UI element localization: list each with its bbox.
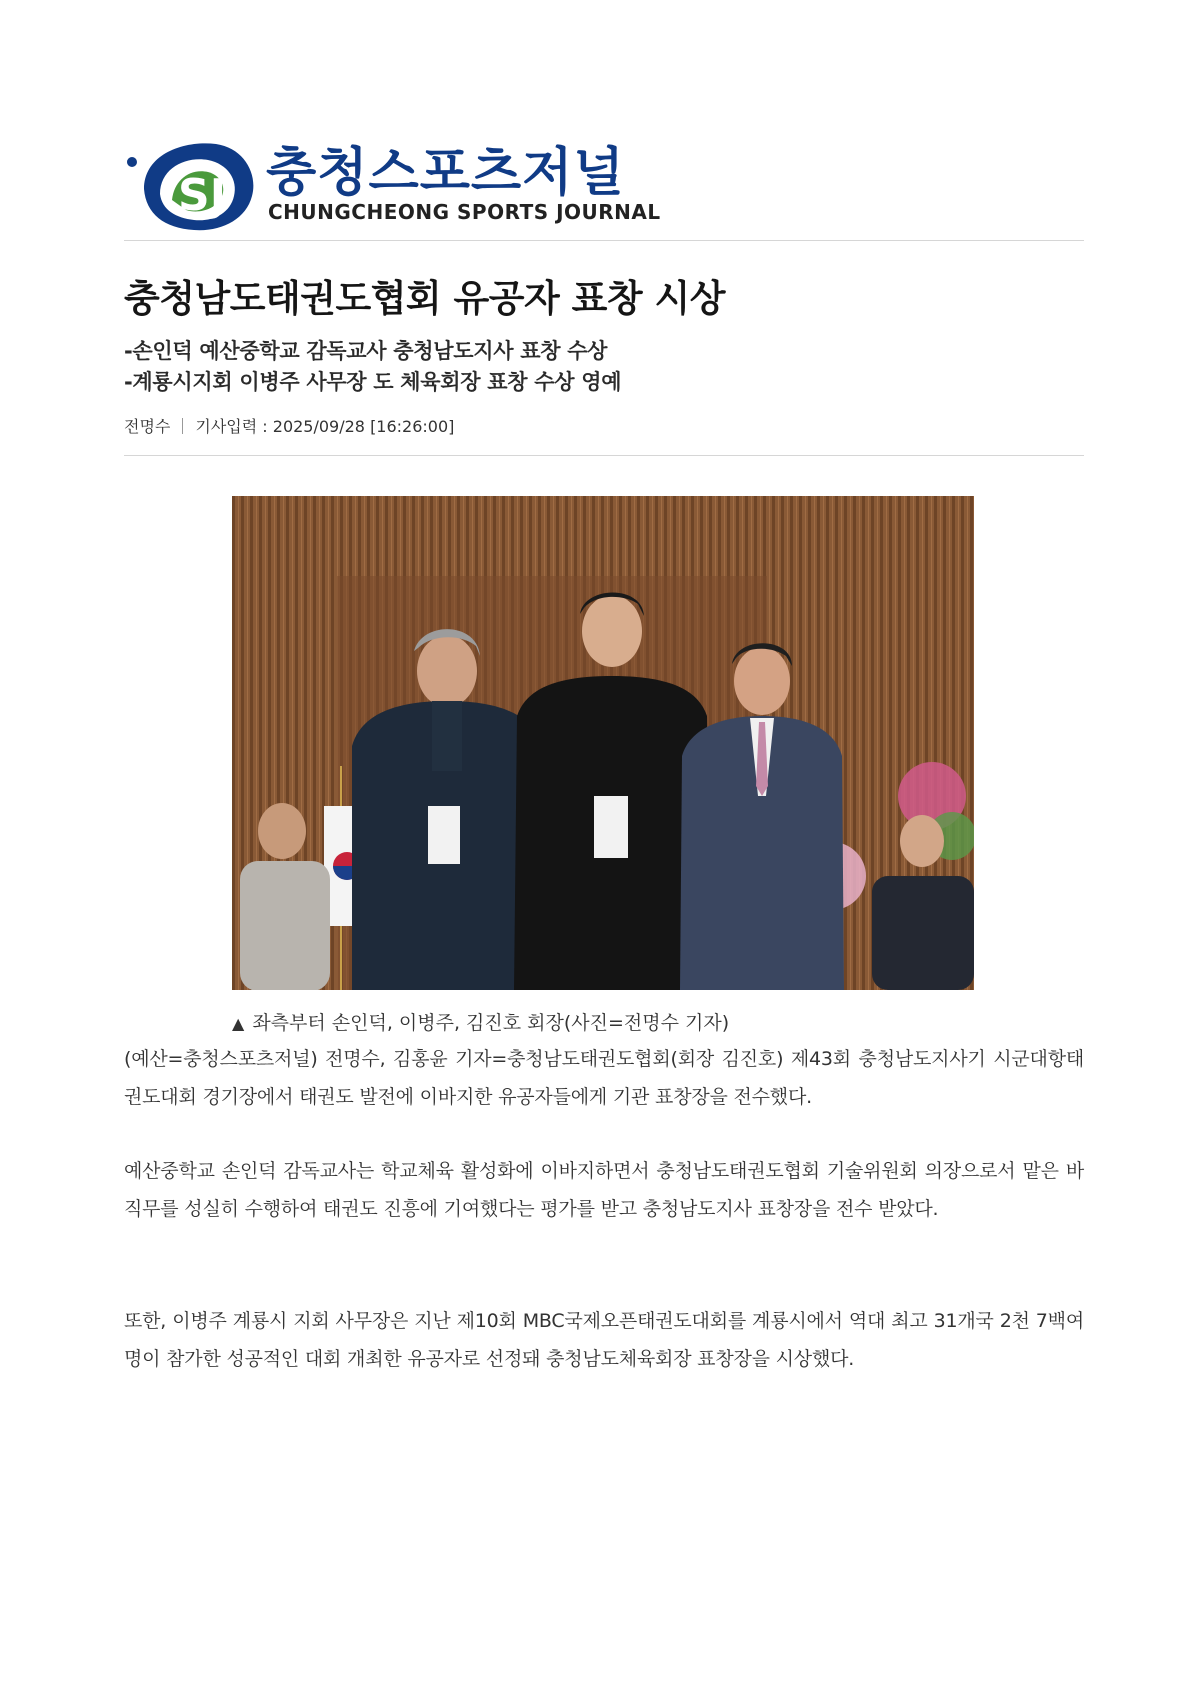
svg-text:SJ: SJ — [178, 170, 227, 221]
caption-triangle-icon: ▲ — [232, 1014, 245, 1033]
photo-caption-text: 좌측부터 손인덕, 이병주, 김진호 회장(사진=전명수 기자) — [252, 1012, 730, 1034]
article-subtitle-1: -손인덕 예산중학교 감독교사 충청남도지사 표창 수상 — [124, 339, 608, 363]
award-ceremony-photo — [232, 496, 974, 990]
article-photo[interactable] — [232, 496, 974, 990]
article-title: 충청남도태권도협회 유공자 표창 시상 — [124, 277, 726, 320]
article-subtitle-2: -계룡시지회 이병주 사무장 도 체육회장 표창 수상 영예 — [124, 370, 622, 394]
photo-caption — [232, 1008, 729, 1035]
author-name[interactable]: 전명수 — [124, 417, 171, 436]
article-paragraph-1: (예산=충청스포츠저널) 전명수, 김홍윤 기자=충청남도태권도협회(회장 김진호) 제43회 충청남도지사기 시군대항태권도대회 경기장에서 태권도 발전에 이바지한 유공자들에게 기관 표창장을 전수했다. — [124, 1048, 1084, 1108]
article-paragraph-2: 예산중학교 손인덕 감독교사는 학교체육 활성화에 이바지하면서 충청남도태권도협회 기술위원회 의장으로서 맡은 바 직무를 성실히 수행하여 태권도 진흥에 기여했다는 평가를 받고 충청남도지사 표창장을 전수 받았다. — [124, 1160, 1084, 1220]
header-divider — [124, 240, 1084, 241]
logo-emblem-icon — [124, 134, 264, 234]
site-logo[interactable] — [124, 128, 684, 238]
publish-date: 기사입력 : 2025/09/28 [16:26:00] — [195, 417, 455, 436]
meta-separator — [182, 418, 183, 434]
logo-name-korean: 충청스포츠저널 — [266, 143, 625, 203]
meta-divider — [124, 455, 1084, 456]
article-meta — [124, 414, 454, 437]
article-paragraph-3: 또한, 이병주 계룡시 지회 사무장은 지난 제10회 MBC국제오픈태권도대회를 계룡시에서 역대 최고 31개국 2천 7백여 명이 참가한 성공적인 대회 개최한 유공자로 선정돼 충청남도체육회장 표창장을 시상했다. — [124, 1310, 1084, 1370]
logo-name-english: CHUNGCHEONG SPORTS JOURNAL — [268, 200, 661, 224]
